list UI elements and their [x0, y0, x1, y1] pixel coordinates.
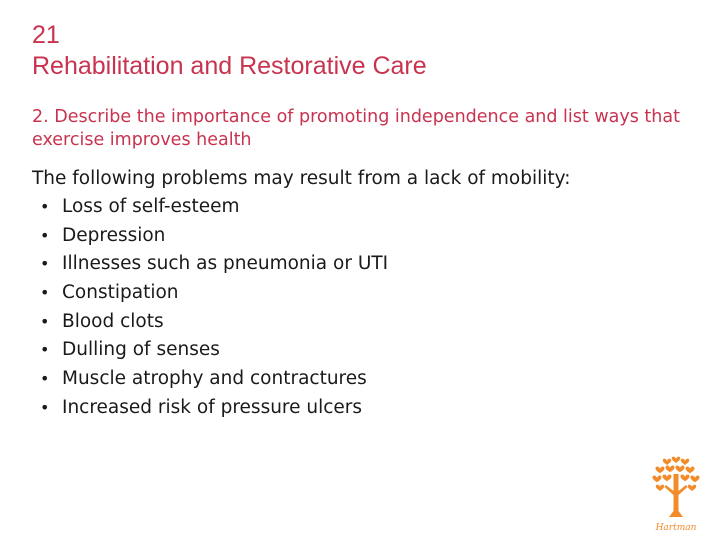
list-item-text: Blood clots — [62, 310, 164, 332]
bullet-icon: • — [40, 340, 50, 360]
bullet-icon: • — [40, 225, 50, 245]
bullet-icon: • — [40, 254, 50, 274]
list-item — [40, 308, 388, 337]
intro-text: The following problems may result from a lack of mobility: — [32, 168, 571, 189]
list-item — [40, 336, 388, 365]
list-item-text: Muscle atrophy and contractures — [62, 368, 367, 390]
list-item-text: Dulling of senses — [62, 339, 220, 361]
bullet-icon: • — [40, 369, 50, 389]
chapter-header — [32, 20, 692, 82]
list-item — [40, 193, 388, 222]
chapter-title: Rehabilitation and Restorative Care — [32, 52, 427, 80]
list-item-text: Constipation — [62, 282, 179, 304]
list-item-text: Illnesses such as pneumonia or UTI — [62, 253, 389, 275]
learning-objective: 2. Describe the importance of promoting independence and list ways that exercise improves health — [32, 107, 680, 150]
list-item — [40, 250, 388, 279]
bullet-icon: • — [40, 197, 50, 216]
bullet-icon: • — [40, 283, 50, 303]
heart-tree-logo-icon — [640, 455, 710, 535]
list-item — [40, 394, 388, 423]
bullet-icon: • — [40, 311, 50, 331]
list-item-text: Loss of self-esteem — [62, 196, 240, 217]
list-item-text: Increased risk of pressure ulcers — [62, 396, 363, 418]
list-item — [40, 279, 388, 308]
bullet-icon: • — [40, 397, 50, 417]
list-item-text: Depression — [62, 224, 166, 246]
list-item — [40, 222, 388, 251]
chapter-number: 21 — [32, 21, 60, 49]
list-item — [40, 365, 388, 394]
logo-text: Hartman — [655, 523, 697, 533]
bullet-list — [40, 193, 388, 423]
